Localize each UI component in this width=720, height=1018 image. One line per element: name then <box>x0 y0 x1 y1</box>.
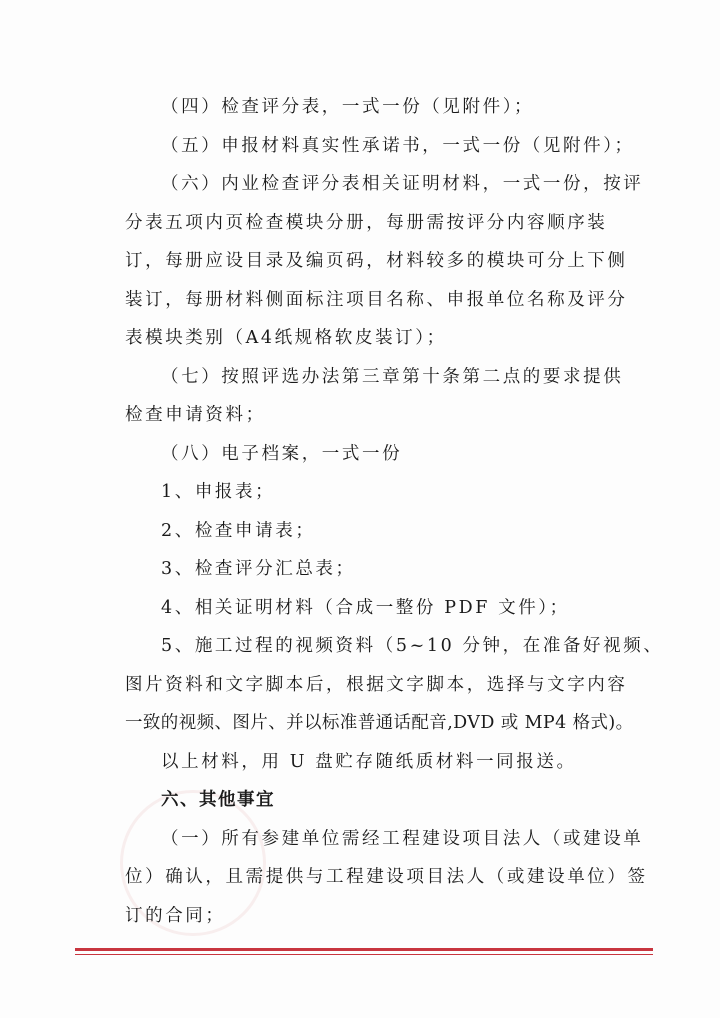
text-line: 图片资料和文字脚本后，根据文字脚本，选择与文字内容 <box>125 674 628 695</box>
text-line: 以上材料，用 U 盘贮存随纸质材料一同报送。 <box>161 751 577 772</box>
text-line: 表模块类别（A4纸规格软皮装订）； <box>125 328 447 348</box>
text-line: 5、施工过程的视频资料（5~10 分钟，在准备好视频、 <box>161 636 664 656</box>
section-heading: 六、其他事宜 <box>161 790 275 810</box>
text-line: 3、检查评分汇总表； <box>161 559 356 579</box>
text-line: 1、申报表； <box>161 482 276 502</box>
text-line: 位）确认，且需提供与工程建设项目法人（或建设单位）签 <box>125 867 648 887</box>
text-line: （七）按照评选办法第三章第十条第二点的要求提供 <box>161 366 624 387</box>
text-line: （四）检查评分表，一式一份（见附件）； <box>161 97 535 117</box>
text-line: （五）申报材料真实性承诺书，一式一份（见附件）； <box>161 135 635 156</box>
text-line: 订，每册应设目录及编页码，材料较多的模块可分上下侧 <box>125 251 628 271</box>
footer-rule-thick <box>75 948 653 951</box>
text-line: 分表五项内页检查模块分册，每册需按评分内容顺序装 <box>125 212 608 233</box>
text-line: （六）内业检查评分表相关证明材料，一式一份，按评 <box>161 174 644 194</box>
footer-rule-thin <box>75 954 653 955</box>
text-line: 一致的视频、图片、并以标准普通话配音,DVD 或 MP4 格式)。 <box>125 713 634 733</box>
text-line: （一）所有参建单位需经工程建设项目法人（或建设单 <box>161 828 644 849</box>
text-line: 检查申请资料； <box>125 405 266 425</box>
document-body <box>125 88 664 935</box>
text-line: 订的合同； <box>125 905 226 926</box>
text-line: （八）电子档案，一式一份 <box>161 443 403 464</box>
text-line: 2、检查申请表； <box>161 520 316 541</box>
text-line: 4、相关证明材料（合成一整份 PDF 文件）； <box>161 597 570 618</box>
text-line: 装订，每册材料侧面标注项目名称、申报单位名称及评分 <box>125 289 628 310</box>
